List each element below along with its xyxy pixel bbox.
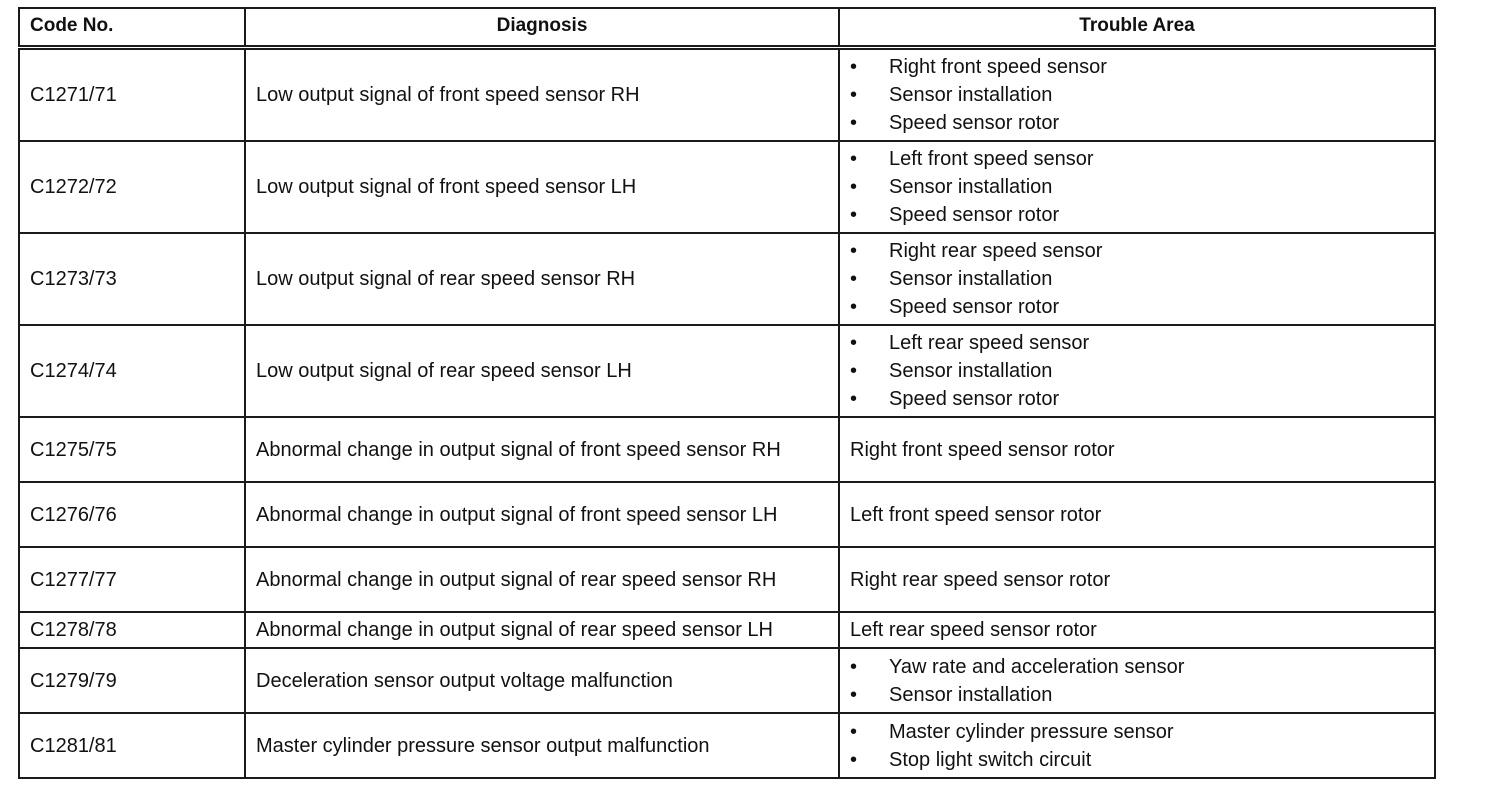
trouble-area-list (850, 653, 1424, 709)
table-row (19, 48, 1435, 142)
table-row (19, 482, 1435, 547)
diagnosis-cell: Low output signal of front speed sensor LH (245, 141, 839, 233)
list-item (850, 718, 1424, 746)
list-item-text: Left rear speed sensor (889, 332, 1090, 354)
trouble-area-cell (839, 713, 1435, 778)
bullet-icon: • (850, 683, 858, 706)
diagnosis-cell: Abnormal change in output signal of front speed sensor LH (245, 482, 839, 547)
diagnosis-cell: Abnormal change in output signal of rear speed sensor RH (245, 547, 839, 612)
code-cell: C1275/75 (19, 417, 245, 482)
list-item (850, 385, 1424, 413)
list-item (850, 173, 1424, 201)
table-body (19, 48, 1435, 779)
list-item-text: Speed sensor rotor (889, 296, 1060, 318)
bullet-icon: • (850, 720, 858, 743)
table-row (19, 547, 1435, 612)
list-item-text: Master cylinder pressure sensor (889, 720, 1174, 743)
bullet-icon: • (850, 84, 858, 106)
trouble-area-cell: Right rear speed sensor rotor (839, 547, 1435, 612)
bullet-icon: • (850, 240, 858, 262)
bullet-icon: • (850, 296, 858, 318)
table-row (19, 612, 1435, 648)
diagnosis-cell: Abnormal change in output signal of front speed sensor RH (245, 417, 839, 482)
bullet-icon: • (850, 388, 858, 410)
trouble-area-list (850, 718, 1424, 774)
bullet-icon: • (850, 360, 858, 382)
code-cell: C1278/78 (19, 612, 245, 648)
header-code-no: Code No. (19, 8, 245, 48)
code-cell: C1273/73 (19, 233, 245, 325)
header-diagnosis: Diagnosis (245, 8, 839, 48)
trouble-area-cell (839, 48, 1435, 142)
list-item (850, 746, 1424, 774)
diagnosis-cell: Low output signal of front speed sensor RH (245, 48, 839, 142)
code-cell: C1276/76 (19, 482, 245, 547)
header-trouble-area: Trouble Area (839, 8, 1435, 48)
list-item-text: Left front speed sensor (889, 148, 1094, 170)
list-item (850, 81, 1424, 109)
list-item (850, 145, 1424, 173)
trouble-area-list (850, 53, 1424, 137)
list-item-text: Speed sensor rotor (889, 388, 1060, 410)
header-row (19, 8, 1435, 48)
bullet-icon: • (850, 748, 858, 771)
list-item-text: Stop light switch circuit (889, 748, 1092, 771)
list-item-text: Right front speed sensor (889, 56, 1107, 78)
list-item (850, 293, 1424, 321)
list-item-text: Sensor installation (889, 176, 1053, 198)
code-cell: C1281/81 (19, 713, 245, 778)
list-item-text: Sensor installation (889, 268, 1053, 290)
bullet-icon: • (850, 148, 858, 170)
list-item-text: Right rear speed sensor (889, 240, 1103, 262)
code-cell: C1274/74 (19, 325, 245, 417)
trouble-area-cell (839, 325, 1435, 417)
list-item-text: Speed sensor rotor (889, 204, 1060, 226)
bullet-icon: • (850, 332, 858, 354)
bullet-icon: • (850, 268, 858, 290)
list-item (850, 237, 1424, 265)
list-item (850, 329, 1424, 357)
trouble-area-cell (839, 648, 1435, 713)
bullet-icon: • (850, 56, 858, 78)
list-item (850, 201, 1424, 229)
diagnosis-cell: Low output signal of rear speed sensor LH (245, 325, 839, 417)
table-row (19, 233, 1435, 325)
diagnosis-cell: Deceleration sensor output voltage malfunction (245, 648, 839, 713)
bullet-icon: • (850, 655, 858, 678)
bullet-icon: • (850, 176, 858, 198)
list-item-text: Sensor installation (889, 84, 1053, 106)
trouble-area-cell (839, 141, 1435, 233)
code-cell: C1279/79 (19, 648, 245, 713)
table-row (19, 713, 1435, 778)
list-item (850, 653, 1424, 681)
diagnosis-cell: Master cylinder pressure sensor output malfunction (245, 713, 839, 778)
trouble-area-list (850, 329, 1424, 413)
trouble-area-cell: Left front speed sensor rotor (839, 482, 1435, 547)
code-cell: C1272/72 (19, 141, 245, 233)
trouble-area-cell: Right front speed sensor rotor (839, 417, 1435, 482)
diagnostic-code-table (18, 7, 1436, 779)
bullet-icon: • (850, 112, 858, 134)
list-item-text: Yaw rate and acceleration sensor (889, 655, 1185, 678)
table-row (19, 648, 1435, 713)
table-row (19, 417, 1435, 482)
table-header (19, 8, 1435, 48)
list-item (850, 109, 1424, 137)
diagnosis-cell: Low output signal of rear speed sensor RH (245, 233, 839, 325)
code-cell: C1277/77 (19, 547, 245, 612)
diagnosis-cell: Abnormal change in output signal of rear speed sensor LH (245, 612, 839, 648)
trouble-area-list (850, 145, 1424, 229)
list-item-text: Sensor installation (889, 360, 1053, 382)
trouble-area-list (850, 237, 1424, 321)
trouble-area-cell (839, 233, 1435, 325)
bullet-icon: • (850, 204, 858, 226)
list-item (850, 265, 1424, 293)
list-item-text: Speed sensor rotor (889, 112, 1060, 134)
list-item (850, 357, 1424, 385)
list-item-text: Sensor installation (889, 683, 1053, 706)
table-row (19, 325, 1435, 417)
trouble-area-cell: Left rear speed sensor rotor (839, 612, 1435, 648)
list-item (850, 681, 1424, 709)
list-item (850, 53, 1424, 81)
table-row (19, 141, 1435, 233)
code-cell: C1271/71 (19, 48, 245, 142)
